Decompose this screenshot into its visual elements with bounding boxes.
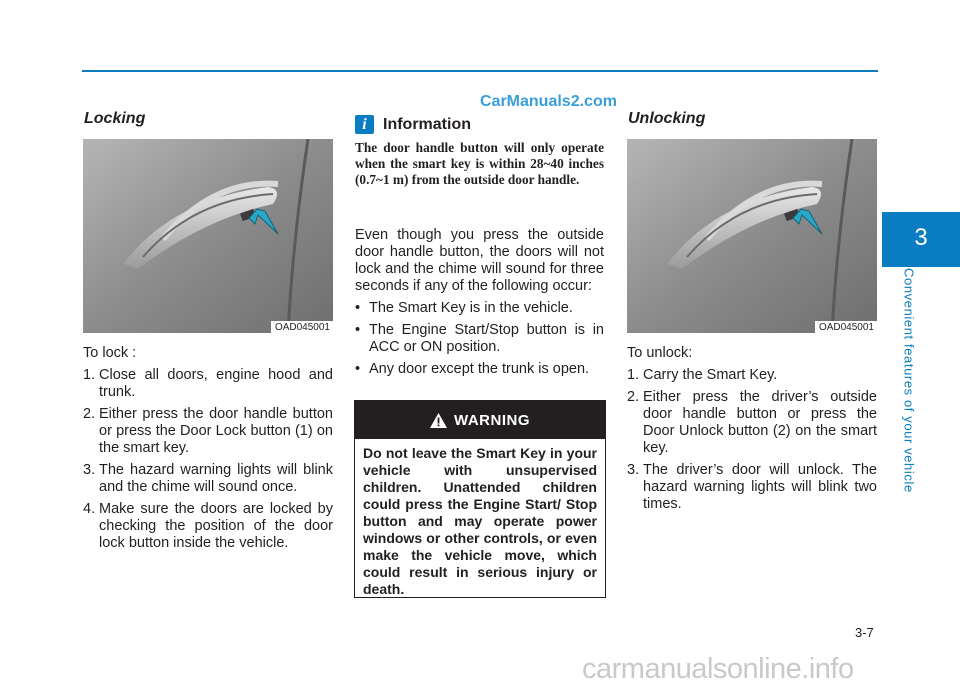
unlocking-steps [627, 367, 877, 513]
chapter-number: 3 [914, 224, 928, 251]
information-title: Information [383, 115, 471, 133]
warning-triangle-icon [430, 413, 447, 428]
top-watermark: CarManuals2.com [480, 93, 617, 110]
information-body [355, 227, 604, 378]
list-item: 4. Make sure the doors are locked by checking the position of the door lock button inside the vehicle. [83, 501, 333, 551]
locking-title: Locking [84, 110, 146, 127]
list-item: 2. Either press the driver’s outside door handle button or press the Door Unlock button (2) on the smart key. [627, 389, 877, 456]
list-item: • The Engine Start/Stop button is in ACC or ON position. [355, 322, 604, 355]
information-paragraph: Even though you press the outside door handle button, the doors will not lock and the chime will sound for three seconds if any of the following occur: [355, 227, 604, 294]
list-item: 1. Close all doors, engine hood and trunk. [83, 367, 333, 400]
unlocking-title: Unlocking [628, 110, 706, 127]
information-bullets [355, 300, 604, 378]
list-item: 2. Either press the door handle button or press the Door Lock button (1) on the smart key. [83, 406, 333, 456]
locking-steps [83, 367, 333, 552]
list-item: • Any door except the trunk is open. [355, 361, 590, 377]
locking-photo [83, 139, 333, 333]
chapter-title-vertical [896, 268, 922, 498]
information-note: The door handle button will only operate when the smart key is within 28~40 inches (0.7~1 m) from the outside door handle. [355, 140, 604, 187]
warning-box [354, 400, 606, 598]
page-number: 3-7 [855, 625, 874, 640]
unlocking-image-code: OAD045001 [815, 321, 877, 333]
unlocking-photo [627, 139, 877, 333]
warning-text: Do not leave the Smart Key in your vehicle with unsupervised children. Unattended children could press the Engine Start/ Stop button and may operate power windows or other controls, or even make the vehicle move, which could result in serious injury or death. [363, 445, 597, 597]
list-item: • The Smart Key is in the vehicle. [355, 300, 573, 316]
list-item: 3. The hazard warning lights will blink and the chime will sound once. [83, 462, 333, 495]
locking-body [83, 345, 333, 552]
unlocking-intro: To unlock: [627, 345, 693, 361]
warning-header [355, 401, 605, 439]
list-item: 3. The driver’s door will unlock. The hazard warning lights will blink two times. [627, 462, 877, 512]
bottom-watermark: carmanualsonline.info [582, 653, 854, 685]
information-header [355, 115, 471, 134]
list-item: 1. Carry the Smart Key. [627, 367, 778, 383]
locking-intro: To lock : [83, 345, 137, 361]
header-rule [82, 70, 878, 72]
unlocking-body [627, 345, 877, 513]
info-icon: i [355, 115, 374, 134]
chapter-tab [882, 212, 960, 267]
locking-image-code: OAD045001 [271, 321, 333, 333]
warning-title: WARNING [454, 411, 530, 429]
chapter-title: Convenient features of your vehicle [901, 268, 917, 493]
